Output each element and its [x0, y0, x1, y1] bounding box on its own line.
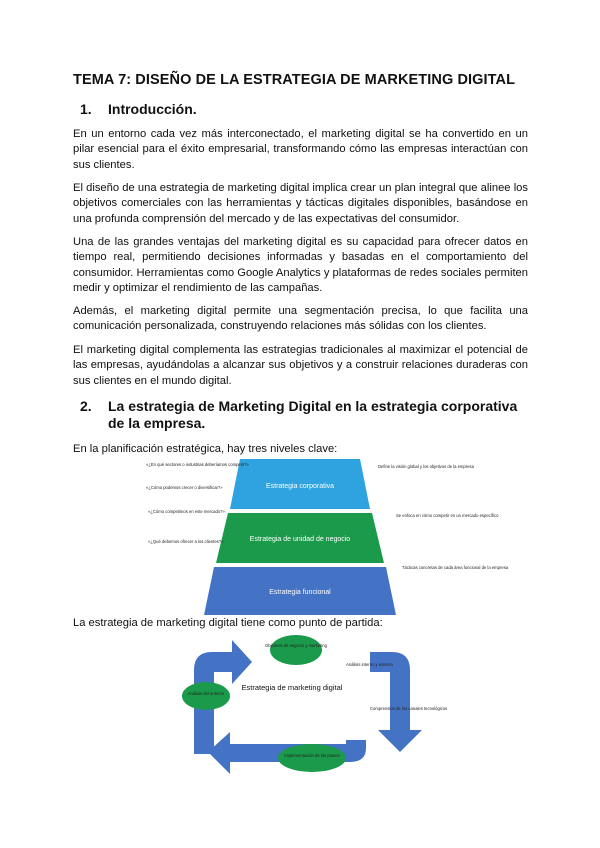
cycle-node-analysis: [182, 682, 230, 710]
section-2-heading: [80, 398, 530, 432]
cycle-caption: La estrategia de marketing digital tiene como punto de partida:: [73, 617, 383, 629]
paragraph: Una de las grandes ventajas del marketing digital es su capacidad para ofrecer datos en tiempo real, permitiendo decisiones informadas y basadas en el comportamiento del consumidor. Herramientas como Google Analytics y plataformas de redes sociales permiten medir y optimizar el rendimiento de las campañas.: [73, 236, 528, 294]
pyramid-note-right: Define la visión global y los objetivos de la empresa: [378, 464, 474, 469]
paragraph: El marketing digital complementa las estrategias tradicionales al maximizar el potencial de las empresas, ayudándolas a alcanzar sus objetivos y a construir relaciones duraderas con sus clientes en el mundo digital.: [73, 344, 528, 387]
cycle-node-implementation: [278, 744, 346, 772]
cycle-item-label: Implementación de los planes: [284, 753, 340, 758]
cycle-center-label: Estrategia de marketing digital: [241, 683, 343, 692]
cycle-item-label: Objetivos de negocio y marketing: [265, 643, 327, 648]
pyramid-note-right: Tácticas concretas de cada área funcional de la empresa: [402, 565, 509, 570]
document-title: TEMA 7: DISEÑO DE LA ESTRATEGIA DE MARKETING DIGITAL: [73, 72, 516, 88]
marketing-cycle-diagram: [170, 630, 448, 775]
pyramid-label-corporate: Estrategia corporativa: [265, 483, 335, 490]
paragraph: En un entorno cada vez más interconectado, el marketing digital se ha convertido en un pilar esencial para el éxito empresarial, transformando cómo las empresas interactúan con sus clientes.: [73, 128, 528, 171]
section-2-title: La estrategia de Marketing Digital en la estrategia corporativa de la empresa.: [108, 398, 518, 431]
cycle-arrow-segment: [194, 726, 214, 754]
pyramid-note-right: Se enfoca en cómo competir en un mercado específico: [396, 513, 499, 518]
cycle-item-label: Análisis interno y externo: [346, 662, 393, 667]
cycle-node-objectives: [270, 635, 322, 665]
pyramid-label-business-unit: Estrategia de unidad de negocio: [249, 536, 351, 543]
pyramid-label-functional: Estrategia funcional: [269, 589, 331, 596]
strategy-pyramid-diagram: [140, 457, 509, 617]
pyramid-note-left: «¿Qué debemos ofrecer a los clientes?»: [148, 539, 224, 544]
section-1-title: Introducción.: [108, 101, 197, 117]
pyramid-note-left: «¿Cómo competimos en este mercado?»: [148, 509, 225, 514]
cycle-arrow: [370, 652, 422, 752]
cycle-item-label: Comprensión de los canales tecnológicos: [370, 706, 448, 711]
cycle-item-label: Análisis del entorno: [187, 691, 225, 696]
paragraph: El diseño de una estrategia de marketing digital implica crear un plan integral que alinee los objetivos comerciales con las herramientas y tácticas digitales disponibles, basándose en una profunda comprensión del mercado y de las expectativas del consumidor.: [73, 182, 528, 225]
paragraph: Además, el marketing digital permite una segmentación precisa, lo que facilita una comunicación personalizada, construyendo relaciones más sólidas con los clientes.: [73, 305, 528, 333]
section-1-heading: [80, 101, 197, 117]
section-1-number: 1.: [80, 101, 92, 117]
section-2-number: 2.: [80, 398, 92, 414]
pyramid-note-left: «¿Cómo podemos crecer o diversificar?»: [146, 485, 223, 490]
pyramid-note-left: «¿En qué sectores o industrias deberíamos competir?»: [146, 462, 249, 467]
pyramid-caption: En la planificación estratégica, hay tres niveles clave:: [73, 443, 338, 455]
